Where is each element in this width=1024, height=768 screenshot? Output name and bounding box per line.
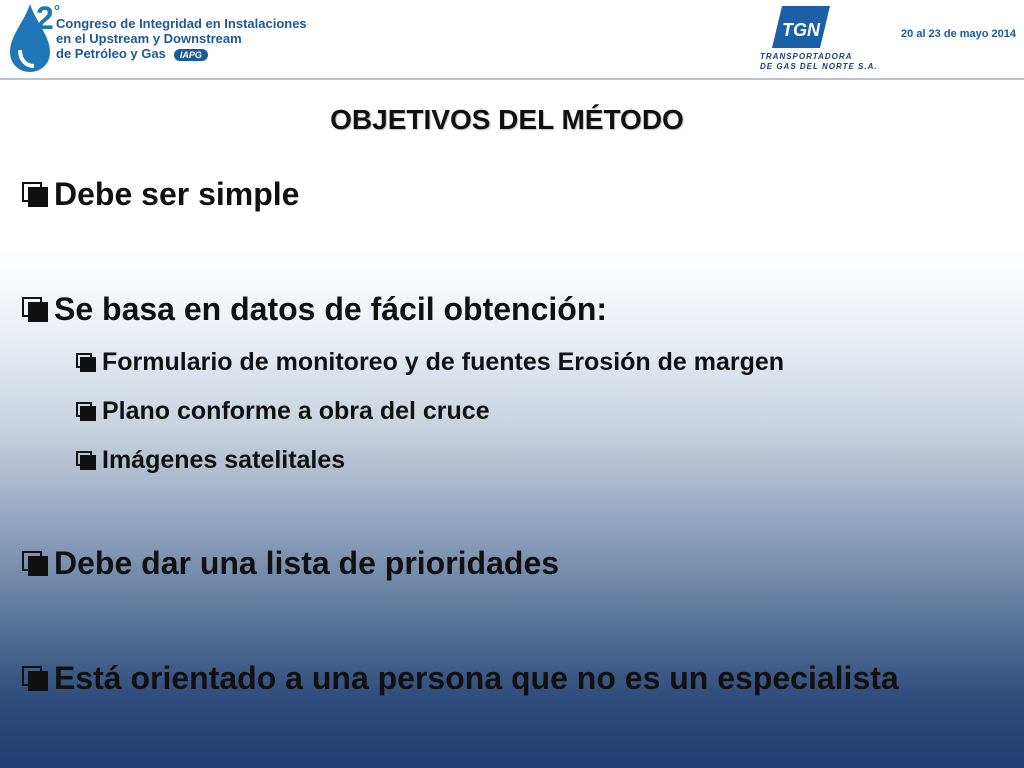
bullet-text: Debe ser simple [54, 176, 300, 212]
bullet-text: Plano conforme a obra del cruce [102, 397, 490, 425]
bullet-text: Formulario de monitoreo y de fuentes Erosión de margen [102, 348, 785, 376]
checkbox-bullet-icon [22, 182, 48, 208]
bullet-item [22, 545, 559, 582]
bullet-item [22, 176, 299, 213]
checkbox-bullet-icon [76, 451, 96, 471]
tgn-subtitle [760, 52, 878, 72]
congress-number: 2° [36, 0, 61, 36]
bullet-item [22, 660, 899, 697]
iapg-badge: IAPG [174, 49, 208, 61]
checkbox-bullet-icon [22, 297, 48, 323]
bullet-item [22, 291, 607, 328]
congress-line: Congreso de Integridad en Instalaciones [56, 16, 307, 31]
header [0, 0, 1024, 80]
event-date: 20 al 23 de mayo 2014 [901, 28, 1016, 40]
sub-bullet-item [76, 348, 784, 377]
tgn-logo-icon [772, 4, 830, 50]
checkbox-bullet-icon [22, 551, 48, 577]
checkbox-bullet-icon [22, 666, 48, 692]
header-divider [0, 78, 1024, 80]
tgn-logo [760, 4, 880, 74]
congress-line: en el Upstream y Downstream [56, 31, 242, 46]
tgn-subtitle-line: DE GAS DEL NORTE S.A. [760, 62, 878, 71]
bullet-text: Se basa en datos de fácil obtención: [54, 291, 608, 327]
bullet-text: Está orientado a una persona que no es un especialista [54, 660, 899, 696]
bullet-text: Debe dar una lista de prioridades [54, 545, 560, 581]
svg-text:TGN: TGN [782, 20, 820, 40]
congress-title [56, 16, 307, 61]
tgn-subtitle-line: TRANSPORTADORA [760, 52, 853, 61]
checkbox-bullet-icon [76, 402, 96, 422]
checkbox-bullet-icon [76, 353, 96, 373]
sub-bullet-item [76, 446, 345, 475]
bullet-text: Imágenes satelitales [102, 446, 346, 474]
sub-bullet-item [76, 397, 490, 426]
congress-logo [6, 2, 306, 74]
slide-title: OBJETIVOS DEL MÉTODO [330, 104, 684, 135]
congress-line: de Petróleo y Gas IAPG [56, 46, 307, 61]
